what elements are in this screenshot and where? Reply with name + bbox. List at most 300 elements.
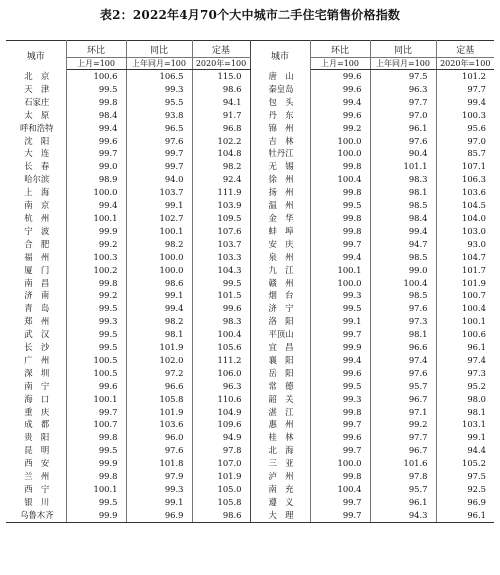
table-row	[6, 135, 494, 148]
city-cell: 洛 阳	[250, 315, 310, 328]
base-cell: 96.1	[467, 342, 486, 353]
base-cell: 99.5	[192, 277, 250, 290]
mom-cell: 99.4	[310, 96, 370, 109]
yoy-subheader-right: 上年同月=100	[370, 58, 436, 70]
yoy-header-left: 同比	[126, 41, 192, 58]
city-cell: 郑 州	[6, 315, 66, 328]
yoy-cell: 97.8	[370, 470, 436, 483]
city-cell: 天 津	[6, 83, 66, 96]
mom-cell: 99.7	[310, 496, 370, 509]
yoy-cell: 98.1	[126, 328, 192, 341]
yoy-cell: 97.4	[370, 354, 436, 367]
mom-cell: 99.5	[310, 380, 370, 393]
mom-subheader-right: 上月=100	[310, 58, 370, 70]
base-cell: 110.6	[192, 393, 250, 406]
mom-cell: 100.7	[66, 418, 126, 431]
city-cell: 三 亚	[250, 457, 310, 470]
mom-cell: 100.0	[310, 135, 370, 148]
yoy-cell: 98.6	[126, 277, 192, 290]
table-row	[6, 147, 494, 160]
mom-cell: 98.4	[66, 109, 126, 122]
yoy-cell: 99.3	[126, 483, 192, 496]
city-cell: 湛 江	[250, 406, 310, 419]
yoy-cell: 99.3	[126, 83, 192, 96]
mom-cell: 99.8	[310, 406, 370, 419]
base-cell: 94.1	[192, 96, 250, 109]
table-row	[6, 96, 494, 109]
mom-cell: 99.9	[310, 341, 370, 354]
city-cell: 牡丹江	[250, 147, 310, 160]
yoy-cell: 95.7	[370, 483, 436, 496]
yoy-cell: 99.1	[126, 199, 192, 212]
table-row	[6, 83, 494, 96]
table-row	[6, 251, 494, 264]
mom-cell: 99.8	[310, 225, 370, 238]
yoy-cell: 102.7	[126, 212, 192, 225]
city-cell: 大 理	[250, 509, 310, 522]
table-row	[6, 315, 494, 328]
city-cell: 泸 州	[250, 470, 310, 483]
base-cell: 96.1	[436, 509, 494, 522]
yoy-cell: 99.2	[370, 418, 436, 431]
base-cell: 95.2	[467, 380, 486, 391]
base-cell: 97.0	[467, 135, 486, 146]
yoy-cell: 97.6	[370, 135, 436, 148]
table-row	[6, 264, 494, 277]
mom-cell: 99.7	[310, 509, 370, 522]
city-cell: 乌鲁木齐	[6, 509, 66, 522]
table-row	[6, 406, 494, 419]
mom-cell: 100.0	[310, 147, 370, 160]
mom-cell: 99.5	[310, 302, 370, 315]
base-cell: 101.7	[462, 264, 486, 275]
mom-cell: 99.2	[66, 289, 126, 302]
base-cell: 96.9	[467, 496, 486, 507]
mom-cell: 99.8	[66, 277, 126, 290]
table-row	[6, 277, 494, 290]
base-cell: 99.4	[467, 96, 486, 107]
city-cell: 北 京	[6, 70, 66, 83]
city-cell: 赣 州	[250, 277, 310, 290]
base-cell: 97.4	[467, 354, 486, 365]
yoy-cell: 100.1	[126, 225, 192, 238]
yoy-cell: 98.1	[370, 186, 436, 199]
yoy-cell: 94.0	[126, 173, 192, 186]
base-cell: 97.7	[467, 83, 486, 94]
mom-cell: 99.2	[66, 238, 126, 251]
yoy-cell: 99.4	[126, 302, 192, 315]
base-cell: 105.8	[192, 496, 250, 509]
table-row	[6, 302, 494, 315]
base-cell: 100.4	[192, 328, 250, 341]
mom-cell: 99.0	[66, 160, 126, 173]
table-row	[6, 160, 494, 173]
base-cell: 85.7	[467, 148, 486, 159]
mom-cell: 99.9	[66, 457, 126, 470]
base-cell: 98.1	[467, 406, 486, 417]
base-cell: 101.2	[462, 71, 486, 81]
yoy-cell: 101.1	[370, 160, 436, 173]
base-cell: 104.5	[462, 200, 486, 211]
base-cell: 104.0	[462, 212, 486, 223]
base-cell: 100.3	[462, 109, 486, 120]
table-body	[6, 70, 494, 523]
yoy-cell: 98.3	[370, 173, 436, 186]
table-row	[6, 238, 494, 251]
yoy-cell: 99.1	[126, 496, 192, 509]
base-cell: 92.4	[192, 173, 250, 186]
city-cell: 九 江	[250, 264, 310, 277]
city-cell: 沈 阳	[6, 135, 66, 148]
table-row	[6, 431, 494, 444]
yoy-cell: 94.3	[370, 509, 436, 522]
table-row	[6, 173, 494, 186]
city-header-left: 城市	[6, 41, 66, 70]
mom-cell: 99.8	[310, 186, 370, 199]
mom-cell: 99.9	[66, 509, 126, 522]
yoy-cell: 97.7	[370, 431, 436, 444]
yoy-cell: 96.0	[126, 431, 192, 444]
city-cell: 温 州	[250, 199, 310, 212]
base-cell: 94.4	[467, 445, 486, 456]
table-row	[6, 418, 494, 431]
mom-cell: 98.9	[66, 173, 126, 186]
city-cell: 贵 阳	[6, 431, 66, 444]
base-cell: 100.1	[462, 316, 486, 327]
base-cell: 93.0	[467, 238, 486, 249]
mom-cell: 99.8	[66, 431, 126, 444]
base-cell: 103.0	[462, 225, 486, 236]
city-cell: 深 圳	[6, 367, 66, 380]
city-cell: 太 原	[6, 109, 66, 122]
table-row	[6, 444, 494, 457]
mom-cell: 99.6	[66, 135, 126, 148]
base-cell: 111.2	[192, 354, 250, 367]
city-cell: 银 川	[6, 496, 66, 509]
yoy-cell: 103.6	[126, 418, 192, 431]
mom-cell: 100.0	[310, 277, 370, 290]
city-cell: 福 州	[6, 251, 66, 264]
mom-cell: 99.8	[310, 470, 370, 483]
table-row	[6, 509, 494, 522]
city-cell: 南 昌	[6, 277, 66, 290]
city-cell: 吉 林	[250, 135, 310, 148]
yoy-cell: 93.8	[126, 109, 192, 122]
yoy-cell: 97.1	[370, 406, 436, 419]
table-row	[6, 354, 494, 367]
city-cell: 蚌 埠	[250, 225, 310, 238]
table-row	[6, 199, 494, 212]
mom-cell: 99.5	[310, 199, 370, 212]
base-header-left: 定基	[192, 41, 250, 58]
base-subheader-left: 2020年=100	[192, 58, 250, 70]
yoy-cell: 97.5	[370, 70, 436, 83]
yoy-cell: 94.7	[370, 238, 436, 251]
base-cell: 109.6	[192, 418, 250, 431]
yoy-cell: 98.2	[126, 238, 192, 251]
city-cell: 上 海	[6, 186, 66, 199]
yoy-cell: 101.9	[126, 341, 192, 354]
base-cell: 105.6	[192, 341, 250, 354]
base-cell: 100.7	[462, 290, 486, 301]
yoy-cell: 97.3	[370, 315, 436, 328]
city-cell: 惠 州	[250, 418, 310, 431]
mom-cell: 99.7	[66, 406, 126, 419]
mom-cell: 99.5	[66, 83, 126, 96]
city-cell: 包 头	[250, 96, 310, 109]
yoy-cell: 98.2	[126, 315, 192, 328]
base-header-right: 定基	[436, 41, 494, 58]
base-cell: 103.9	[192, 199, 250, 212]
mom-cell: 99.5	[66, 496, 126, 509]
city-cell: 无 锡	[250, 160, 310, 173]
mom-cell: 99.2	[310, 122, 370, 135]
mom-cell: 99.1	[310, 315, 370, 328]
base-subheader-right: 2020年=100	[436, 58, 494, 70]
yoy-cell: 101.6	[370, 457, 436, 470]
city-cell: 徐 州	[250, 173, 310, 186]
base-cell: 100.4	[462, 303, 486, 314]
mom-cell: 99.4	[310, 354, 370, 367]
city-cell: 锦 州	[250, 122, 310, 135]
city-cell: 宜 昌	[250, 341, 310, 354]
city-cell: 哈尔滨	[6, 173, 66, 186]
base-cell: 107.0	[192, 457, 250, 470]
price-index-table	[6, 40, 494, 523]
base-cell: 98.3	[192, 315, 250, 328]
base-cell: 99.6	[192, 302, 250, 315]
base-cell: 96.3	[192, 380, 250, 393]
yoy-cell: 100.0	[126, 251, 192, 264]
mom-subheader-left: 上月=100	[66, 58, 126, 70]
mom-cell: 99.6	[310, 109, 370, 122]
yoy-subheader-left: 上年同月=100	[126, 58, 192, 70]
yoy-cell: 99.0	[370, 264, 436, 277]
mom-cell: 99.6	[310, 83, 370, 96]
base-cell: 103.1	[462, 419, 486, 430]
table-row	[6, 393, 494, 406]
yoy-cell: 97.6	[126, 135, 192, 148]
table-row	[6, 496, 494, 509]
base-cell: 97.5	[467, 471, 486, 482]
mom-cell: 100.1	[66, 393, 126, 406]
city-cell: 常 德	[250, 380, 310, 393]
base-cell: 92.5	[467, 484, 486, 494]
base-cell: 106.0	[192, 367, 250, 380]
yoy-cell: 103.7	[126, 186, 192, 199]
mom-cell: 100.6	[66, 70, 126, 83]
base-cell: 105.2	[462, 458, 486, 469]
yoy-cell: 100.4	[370, 277, 436, 290]
base-cell: 104.8	[192, 147, 250, 160]
table-title: 表2：2022年4月70个大中城市二手住宅销售价格指数	[99, 8, 401, 22]
mom-cell: 100.2	[66, 264, 126, 277]
yoy-cell: 97.7	[370, 96, 436, 109]
base-cell: 91.7	[192, 109, 250, 122]
yoy-cell: 101.8	[126, 457, 192, 470]
yoy-cell: 97.9	[126, 470, 192, 483]
yoy-cell: 96.5	[126, 122, 192, 135]
mom-cell: 99.3	[310, 289, 370, 302]
city-cell: 青 岛	[6, 302, 66, 315]
base-cell: 103.7	[192, 238, 250, 251]
mom-cell: 99.7	[310, 444, 370, 457]
mom-cell: 100.1	[310, 264, 370, 277]
base-cell: 106.3	[462, 174, 486, 185]
yoy-cell: 95.7	[370, 380, 436, 393]
city-cell: 宁 波	[6, 225, 66, 238]
city-cell: 广 州	[6, 354, 66, 367]
mom-cell: 100.3	[66, 251, 126, 264]
yoy-cell: 97.2	[126, 367, 192, 380]
city-cell: 兰 州	[6, 470, 66, 483]
yoy-cell: 102.0	[126, 354, 192, 367]
table-row	[6, 70, 494, 83]
yoy-cell: 106.5	[126, 70, 192, 83]
yoy-cell: 95.5	[126, 96, 192, 109]
mom-cell: 99.7	[310, 328, 370, 341]
city-cell: 重 庆	[6, 406, 66, 419]
base-cell: 101.5	[192, 289, 250, 302]
mom-cell: 99.6	[310, 431, 370, 444]
mom-cell: 99.6	[66, 380, 126, 393]
mom-cell: 99.5	[66, 341, 126, 354]
table-row	[6, 341, 494, 354]
yoy-cell: 101.9	[126, 406, 192, 419]
mom-cell: 100.4	[310, 173, 370, 186]
city-cell: 杭 州	[6, 212, 66, 225]
table-row	[6, 225, 494, 238]
mom-cell: 99.8	[66, 96, 126, 109]
yoy-cell: 99.7	[126, 160, 192, 173]
city-cell: 安 庆	[250, 238, 310, 251]
mom-cell: 100.0	[66, 186, 126, 199]
base-cell: 97.8	[192, 444, 250, 457]
yoy-cell: 97.6	[370, 367, 436, 380]
city-cell: 石家庄	[6, 96, 66, 109]
city-cell: 海 口	[6, 393, 66, 406]
city-cell: 长 沙	[6, 341, 66, 354]
city-cell: 丹 东	[250, 109, 310, 122]
mom-cell: 99.5	[66, 328, 126, 341]
city-cell: 西 安	[6, 457, 66, 470]
city-header-right: 城市	[250, 41, 310, 70]
mom-cell: 99.4	[310, 251, 370, 264]
yoy-cell: 98.1	[370, 328, 436, 341]
table-row	[6, 122, 494, 135]
yoy-cell: 98.5	[370, 251, 436, 264]
city-cell: 岳 阳	[250, 367, 310, 380]
mom-cell: 99.4	[66, 199, 126, 212]
base-cell: 98.2	[192, 160, 250, 173]
mom-cell: 99.4	[66, 122, 126, 135]
base-cell: 101.9	[462, 277, 486, 288]
base-cell: 102.2	[192, 135, 250, 148]
table-row	[6, 470, 494, 483]
city-cell: 成 都	[6, 418, 66, 431]
city-cell: 厦 门	[6, 264, 66, 277]
mom-cell: 99.8	[310, 212, 370, 225]
city-cell: 桂 林	[250, 431, 310, 444]
table-row	[6, 483, 494, 496]
yoy-cell: 96.1	[370, 122, 436, 135]
mom-cell: 99.3	[310, 393, 370, 406]
base-cell: 103.6	[462, 187, 486, 198]
base-cell: 101.9	[192, 470, 250, 483]
mom-cell: 100.1	[66, 483, 126, 496]
yoy-cell: 98.5	[370, 289, 436, 302]
city-cell: 南 京	[6, 199, 66, 212]
yoy-cell: 96.7	[370, 393, 436, 406]
base-cell: 94.9	[192, 431, 250, 444]
city-cell: 韶 关	[250, 393, 310, 406]
city-cell: 南 充	[250, 483, 310, 496]
yoy-cell: 105.8	[126, 393, 192, 406]
base-cell: 98.0	[467, 393, 486, 404]
base-cell: 109.5	[192, 212, 250, 225]
city-cell: 长 春	[6, 160, 66, 173]
city-cell: 济 宁	[250, 302, 310, 315]
mom-cell: 99.7	[66, 147, 126, 160]
city-cell: 南 宁	[6, 380, 66, 393]
yoy-cell: 96.9	[126, 509, 192, 522]
base-cell: 107.6	[192, 225, 250, 238]
mom-cell: 100.1	[66, 212, 126, 225]
city-cell: 武 汉	[6, 328, 66, 341]
base-cell: 104.3	[192, 264, 250, 277]
yoy-cell: 97.0	[370, 109, 436, 122]
base-cell: 103.3	[192, 251, 250, 264]
city-cell: 烟 台	[250, 289, 310, 302]
mom-cell: 99.3	[66, 315, 126, 328]
table-row	[6, 109, 494, 122]
city-cell: 济 南	[6, 289, 66, 302]
table-row	[6, 212, 494, 225]
mom-cell: 99.7	[310, 238, 370, 251]
yoy-cell: 98.4	[370, 212, 436, 225]
yoy-cell: 99.7	[126, 147, 192, 160]
city-cell: 襄 阳	[250, 354, 310, 367]
mom-cell: 99.9	[66, 225, 126, 238]
mom-cell: 100.5	[66, 367, 126, 380]
table-row	[6, 380, 494, 393]
city-cell: 合 肥	[6, 238, 66, 251]
yoy-cell: 96.1	[370, 496, 436, 509]
base-cell: 96.8	[192, 122, 250, 135]
yoy-cell: 100.0	[126, 264, 192, 277]
mom-cell: 99.7	[310, 418, 370, 431]
city-cell: 唐 山	[250, 70, 310, 83]
base-cell: 95.6	[467, 122, 486, 133]
mom-cell: 99.6	[310, 70, 370, 83]
city-cell: 秦皇岛	[250, 83, 310, 96]
yoy-cell: 96.3	[370, 83, 436, 96]
mom-cell: 100.0	[310, 457, 370, 470]
mom-cell: 99.8	[310, 160, 370, 173]
table-row	[6, 186, 494, 199]
yoy-cell: 98.5	[370, 199, 436, 212]
base-cell: 99.1	[467, 432, 486, 443]
mom-cell: 99.5	[66, 302, 126, 315]
mom-cell: 99.8	[66, 470, 126, 483]
city-cell: 泉 州	[250, 251, 310, 264]
base-cell: 100.6	[462, 329, 486, 340]
yoy-header-right: 同比	[370, 41, 436, 58]
city-cell: 西 宁	[6, 483, 66, 496]
mom-cell: 99.5	[66, 444, 126, 457]
city-cell: 昆 明	[6, 444, 66, 457]
city-cell: 大 连	[6, 147, 66, 160]
